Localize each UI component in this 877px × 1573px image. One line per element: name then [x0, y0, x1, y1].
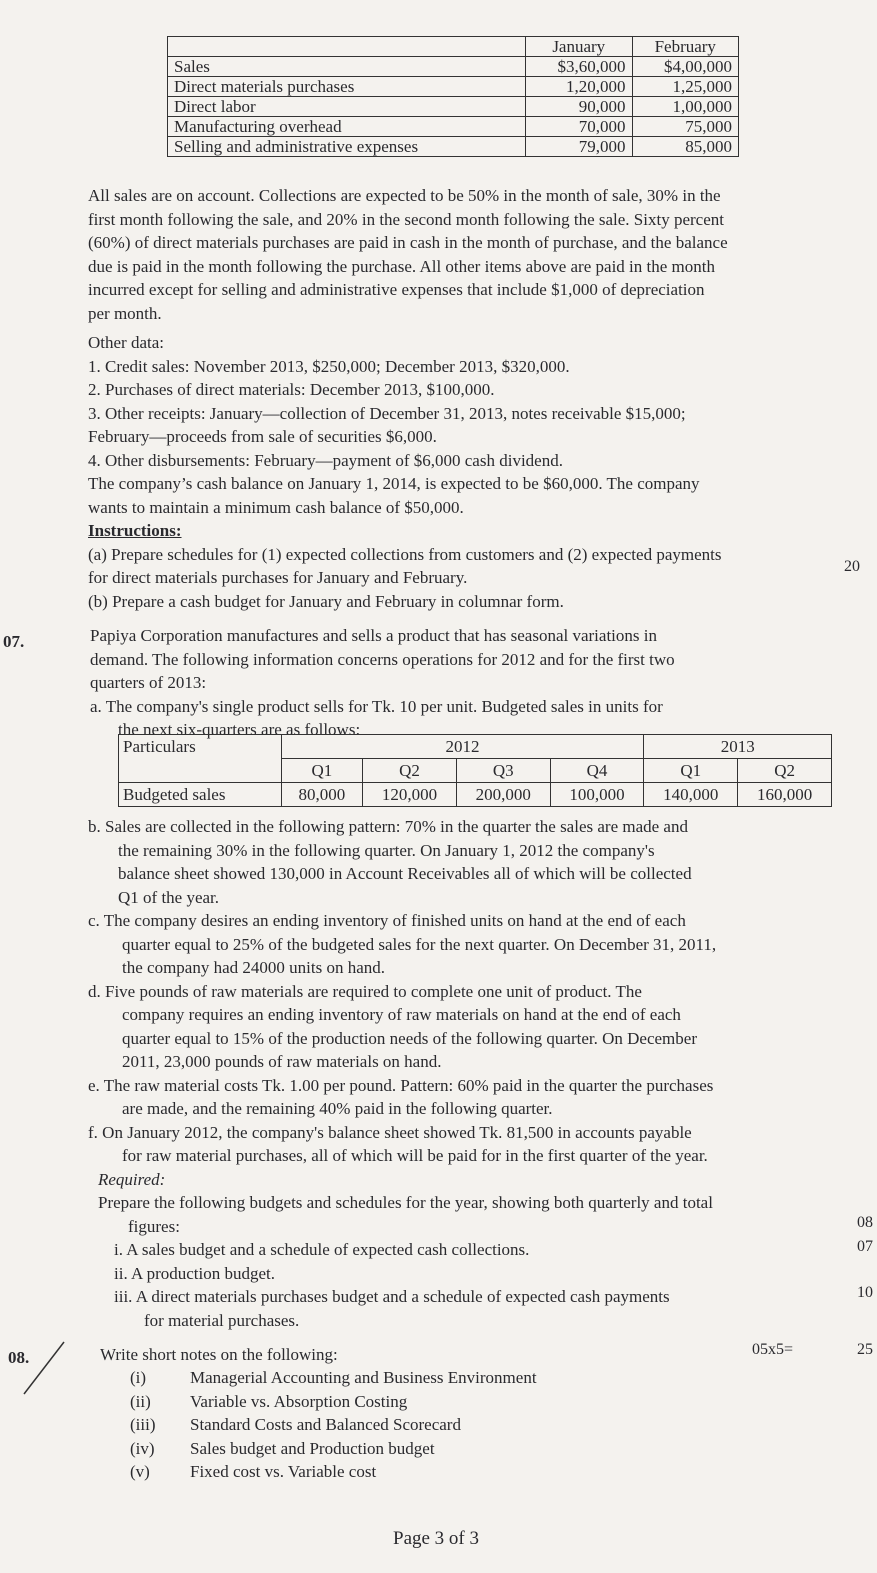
year-2013-header: 2013 — [644, 735, 832, 759]
item-text: Standard Costs and Balanced Scorecard — [190, 1415, 461, 1434]
cell-jan: 1,20,000 — [526, 77, 633, 97]
instruction-line: (a) Prepare schedules for (1) expected collections from customers and (2) expected payments — [88, 544, 722, 564]
quarter-header: Q2 — [363, 759, 457, 783]
paragraph-line: due is paid in the month following the purchase. All other items above are paid in the month — [88, 256, 715, 276]
list-item — [130, 1437, 650, 1461]
intro-line: Papiya Corporation manufactures and sells a product that has seasonal variations in — [90, 626, 657, 645]
item-line: f. On January 2012, the company's balance sheet showed Tk. 81,500 in accounts payable — [88, 1122, 692, 1142]
required-line: figures: — [128, 1216, 180, 1236]
item-number: (ii) — [130, 1391, 151, 1411]
list-item — [130, 1413, 650, 1437]
q7-marks-i: 08 — [857, 1214, 873, 1231]
quarter-header: Q1 — [281, 759, 362, 783]
table-row — [168, 97, 739, 117]
other-data-line: 4. Other disbursements: February—payment of $6,000 cash dividend. — [88, 450, 563, 470]
q8-number: 08. — [8, 1348, 30, 1367]
q8-list — [130, 1366, 650, 1484]
item-line: quarter equal to 25% of the budgeted sales for the next quarter. On December 31, 2011, — [122, 934, 717, 954]
year-2012-header: 2012 — [281, 735, 644, 759]
paragraph-line: (60%) of direct materials purchases are paid in cash in the month of purchase, and the balance — [88, 233, 728, 252]
q8-intro: Write short notes on the following: — [100, 1345, 338, 1364]
q7-number: 07. — [3, 632, 25, 651]
other-data-section — [88, 331, 828, 613]
item-number: (iii) — [130, 1415, 156, 1434]
required-title: Required: — [98, 1169, 166, 1189]
item-text: Fixed cost vs. Variable cost — [190, 1462, 377, 1481]
sales-cell: 200,000 — [456, 783, 550, 807]
required-item: iii. A direct materials purchases budget and a schedule of expected cash payments — [114, 1287, 670, 1306]
item-line: c. The company desires an ending inventory of finished units on hand at the end of each — [88, 911, 686, 930]
q7-marks-ii: 07 — [857, 1238, 873, 1255]
table-row — [168, 77, 739, 97]
item-line: for raw material purchases, all of which will be paid for in the first quarter of the year. — [122, 1146, 708, 1165]
other-data-line: February—proceeds from sale of securities $6,000. — [88, 427, 437, 446]
item-line: company requires an ending inventory of raw materials on hand at the end of each — [122, 1005, 681, 1024]
sales-cell: 100,000 — [550, 783, 644, 807]
cell-feb: 1,00,000 — [632, 97, 739, 117]
intro-line: quarters of 2013: — [90, 673, 207, 692]
cell-feb: 1,25,000 — [632, 77, 739, 97]
other-data-title: Other data: — [88, 333, 164, 352]
item-number: (v) — [130, 1462, 150, 1481]
other-data-line: 3. Other receipts: January—collection of December 31, 2013, notes receivable $15,000; — [88, 403, 686, 423]
item-a-line: a. The company's single product sells for Tk. 10 per unit. Budgeted sales in units for — [90, 696, 663, 716]
collections-paragraph — [88, 184, 828, 325]
budgeted-sales-row — [119, 783, 832, 807]
row-label: Sales — [168, 57, 526, 77]
paragraph-line: per month. — [88, 303, 162, 323]
item-line: the company had 24000 units on hand. — [122, 958, 385, 977]
item-c — [88, 909, 834, 980]
paragraph-line: All sales are on account. Collections are expected to be 50% in the month of sale, 30% in the — [88, 186, 721, 205]
item-d — [88, 980, 834, 1074]
item-line: are made, and the remaining 40% paid in the following quarter. — [122, 1099, 553, 1118]
list-item — [130, 1390, 650, 1414]
table-header-row — [168, 37, 739, 57]
row-label: Manufacturing overhead — [168, 117, 526, 137]
list-item — [130, 1366, 650, 1390]
q7-marks-iii: 10 — [857, 1284, 873, 1301]
header-blank — [168, 37, 526, 57]
required-item: for material purchases. — [144, 1310, 300, 1330]
row-label: Direct labor — [168, 97, 526, 117]
table-row — [168, 137, 739, 157]
cell-feb: 85,000 — [632, 137, 739, 157]
other-data-line: 2. Purchases of direct materials: December 2013, $100,000. — [88, 380, 495, 399]
instruction-line: for direct materials purchases for January and February. — [88, 568, 468, 587]
sales-cell: 160,000 — [738, 783, 832, 807]
required-line: Prepare the following budgets and schedules for the year, showing both quarterly and total — [98, 1193, 713, 1212]
required-item: i. A sales budget and a schedule of expected cash collections. — [114, 1240, 530, 1259]
cell-jan: 70,000 — [526, 117, 633, 137]
row-label: Selling and administrative expenses — [168, 137, 526, 157]
budgeted-sales-table — [118, 734, 832, 807]
cell-jan: 90,000 — [526, 97, 633, 117]
quarter-header: Q1 — [644, 759, 738, 783]
item-text: Managerial Accounting and Business Environment — [190, 1368, 537, 1387]
header-january: January — [526, 37, 633, 57]
item-number: (iv) — [130, 1438, 155, 1458]
list-item — [130, 1460, 650, 1484]
instructions-title: Instructions: — [88, 521, 182, 540]
page-footer: Page 3 of 3 — [393, 1528, 480, 1549]
sales-cell: 80,000 — [281, 783, 362, 807]
paragraph-line: incurred except for selling and administrative expenses that include $1,000 of depreciation — [88, 280, 705, 299]
item-line: the remaining 30% in the following quarter. On January 1, 2012 the company's — [118, 840, 655, 860]
quarter-header: Q3 — [456, 759, 550, 783]
item-number: (i) — [130, 1368, 147, 1387]
q7-items — [88, 815, 834, 1332]
q7-intro — [90, 624, 832, 742]
item-line: d. Five pounds of raw materials are required to complete one unit of product. The — [88, 981, 642, 1001]
table-row — [168, 57, 739, 77]
item-line: b. Sales are collected in the following pattern: 70% in the quarter the sales are made and — [88, 817, 688, 836]
row-label: Budgeted sales — [119, 783, 282, 807]
cell-feb: $4,00,000 — [632, 57, 739, 77]
cell-jan: $3,60,000 — [526, 57, 633, 77]
item-e — [88, 1074, 834, 1121]
row-label: Direct materials purchases — [168, 77, 526, 97]
budget-data-table — [167, 36, 739, 157]
item-line: balance sheet showed 130,000 in Account Receivables all of which will be collected — [118, 864, 692, 883]
item-f — [88, 1121, 834, 1168]
item-text: Variable vs. Absorption Costing — [190, 1391, 408, 1411]
checkmark-icon — [22, 1338, 68, 1398]
item-line: Q1 of the year. — [118, 887, 220, 907]
item-line: quarter equal to 15% of the production needs of the following quarter. On December — [122, 1028, 697, 1048]
item-text: Sales budget and Production budget — [190, 1438, 435, 1458]
cell-feb: 75,000 — [632, 117, 739, 137]
item-line: 2011, 23,000 pounds of raw materials on hand. — [122, 1052, 442, 1071]
instruction-line: (b) Prepare a cash budget for January and February in columnar form. — [88, 591, 564, 611]
q6-marks: 20 — [844, 558, 860, 575]
quarter-header: Q2 — [738, 759, 832, 783]
required-item: ii. A production budget. — [114, 1263, 276, 1283]
sales-cell: 140,000 — [644, 783, 738, 807]
quarter-header: Q4 — [550, 759, 644, 783]
particulars-header: Particulars — [119, 735, 282, 783]
table-row — [168, 117, 739, 137]
item-b — [88, 815, 834, 909]
other-data-line: The company’s cash balance on January 1, 2014, is expected to be $60,000. The company — [88, 474, 700, 493]
intro-line: demand. The following information concerns operations for 2012 and for the first two — [90, 649, 675, 669]
other-data-line: wants to maintain a minimum cash balance of $50,000. — [88, 497, 464, 517]
item-a-line: the next six-quarters are as follows: — [118, 720, 361, 739]
q8-marks: 25 — [857, 1341, 873, 1358]
other-data-line: 1. Credit sales: November 2013, $250,000; December 2013, $320,000. — [88, 356, 570, 376]
sales-cell: 120,000 — [363, 783, 457, 807]
item-line: e. The raw material costs Tk. 1.00 per pound. Pattern: 60% paid in the quarter the purchases — [88, 1075, 714, 1095]
cell-jan: 79,000 — [526, 137, 633, 157]
header-february: February — [632, 37, 739, 57]
paragraph-line: first month following the sale, and 20% in the second month following the sale. Sixty percent — [88, 209, 724, 229]
q8-marks-formula: 05x5= — [752, 1341, 794, 1358]
year-header-row — [119, 735, 832, 759]
